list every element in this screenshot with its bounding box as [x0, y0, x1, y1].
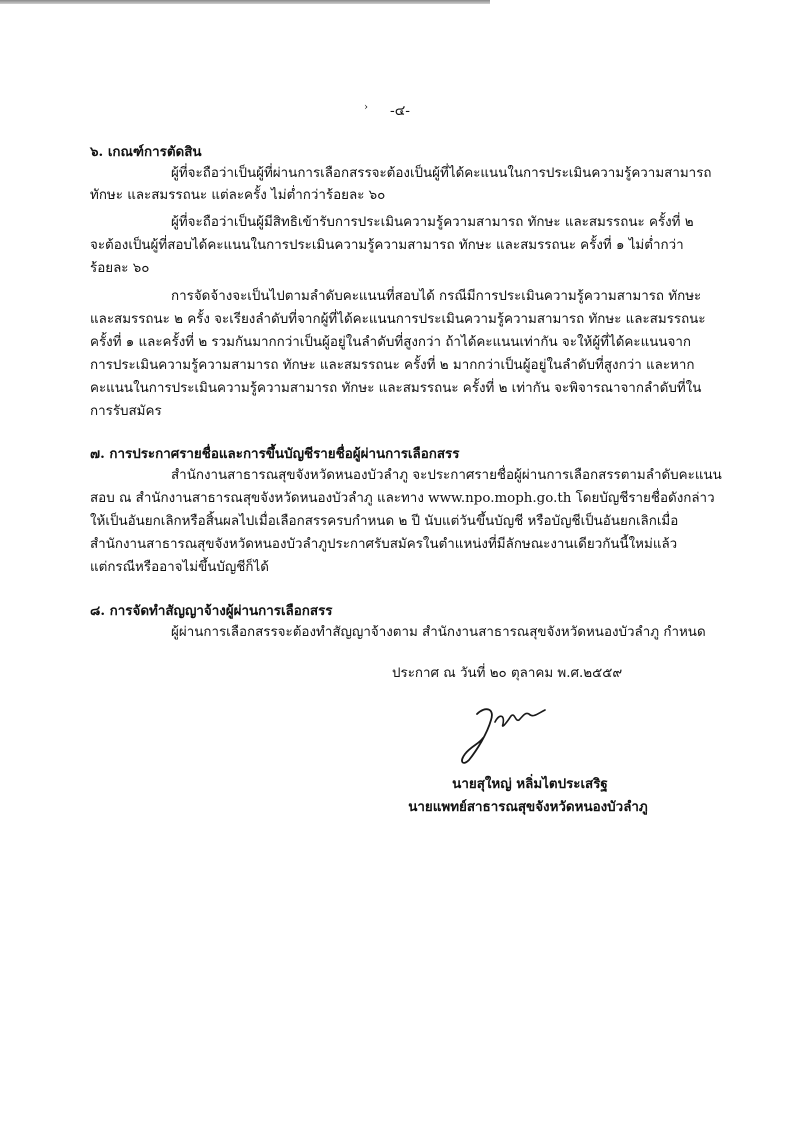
signer-title: นายแพทย์สาธารณสุขจังหวัดหนองบัวลำภู	[408, 799, 648, 815]
section7-heading: ๗. การประกาศรายชื่อและการขึ้นบัญชีรายชื่อผู้ผ่านการเลือกสรร	[90, 446, 460, 462]
page-number	[0, 100, 800, 122]
section6-line: ทักษะ และสมรรถนะ แต่ละครั้ง ไม่ต่ำกว่าร้อยละ ๖๐	[90, 188, 386, 203]
section6-heading: ๖. เกณฑ์การตัดสิน	[90, 144, 202, 160]
section7-line: แต่กรณีหรืออาจไม่ขึ้นบัญชีก็ได้	[90, 560, 269, 575]
announce-date: ประกาศ ณ วันที่ ๒๐ ตุลาคม พ.ศ.๒๕๕๙	[392, 666, 623, 681]
section6-line: และสมรรถนะ ๒ ครั้ง จะเรียงลำดับที่จากผู้ที่ได้คะแนนการประเมินความรู้ความสามารถ ทักษะ และสมรรถนะ	[90, 312, 706, 327]
scan-edge-line	[0, 0, 490, 4]
section6-line: ผู้ที่จะถือว่าเป็นผู้มีสิทธิเข้ารับการประเมินความรู้ความสามารถ ทักษะ และสมรรถนะ ครั้งที่ ๒	[171, 215, 694, 230]
section7-line: สำนักงานสาธารณสุขจังหวัดหนองบัวลำภู จะประกาศรายชื่อผู้ผ่านการเลือกสรรตามลำดับคะแนน	[171, 468, 722, 483]
handwritten-signature	[455, 700, 575, 770]
section8-line: ผู้ผ่านการเลือกสรรจะต้องทำสัญญาจ้างตาม สำนักงานสาธารณสุขจังหวัดหนองบัวลำภู กำหนด	[171, 625, 706, 640]
section8-heading: ๘. การจัดทำสัญญาจ้างผู้ผ่านการเลือกสรร	[90, 603, 333, 619]
section6-line: การประเมินความรู้ความสามารถ ทักษะ และสมรรถนะ ครั้งที่ ๒ มากกว่าเป็นผู้อยู่ในลำดับที่สูงกว่า และหาก	[90, 358, 695, 373]
section6-line: ผู้ที่จะถือว่าเป็นผู้ที่ผ่านการเลือกสรรจะต้องเป็นผู้ที่ได้คะแนนในการประเมินความรู้ความสามารถ	[171, 166, 712, 181]
section6-line: การรับสมัคร	[90, 404, 162, 419]
section7-line: สำนักงานสาธารณสุขจังหวัดหนองบัวลำภูประกาศรับสมัครในตำแหน่งที่มีลักษณะงานเดียวกันนี้ใหม่แล้ว	[90, 537, 678, 552]
page-number-text: -๔-	[389, 103, 411, 119]
section7-line: ให้เป็นอันยกเลิกหรือสิ้นผลไปเมื่อเลือกสรรครบกำหนด ๒ ปี นับแต่วันขึ้นบัญชี หรือบัญชีเป็นอันยกเลิกเมื่อ	[90, 514, 679, 529]
section6-line: การจัดจ้างจะเป็นไปตามลำดับคะแนนที่สอบได้ กรณีมีการประเมินความรู้ความสามารถ ทักษะ	[171, 289, 702, 304]
section6-line: คะแนนในการประเมินความรู้ความสามารถ ทักษะ และสมรรถนะ ครั้งที่ ๒ เท่ากัน จะพิจารณาจากลำดับที่ใน	[90, 381, 702, 396]
stray-mark: ›	[364, 102, 368, 113]
section6-line: ครั้งที่ ๑ และครั้งที่ ๒ รวมกันมากกว่าเป็นผู้อยู่ในลำดับที่สูงกว่า ถ้าได้คะแนนเท่ากัน จะให้ผู้ที่ได้คะแนนจาก	[90, 335, 691, 350]
section6-line: จะต้องเป็นผู้ที่สอบได้คะแนนในการประเมินความรู้ความสามารถ ทักษะ และสมรรถนะ ครั้งที่ ๑ ไม่ต่ำกว่า	[90, 238, 684, 253]
signer-name: นายสุใหญ่ หลิ่มไตประเสริฐ	[452, 776, 608, 792]
section6-line: ร้อยละ ๖๐	[90, 261, 150, 276]
section7-line: สอบ ณ สำนักงานสาธารณสุขจังหวัดหนองบัวลำภู และทาง www.npo.moph.go.th โดยบัญชีรายชื่อดังกล่าว	[90, 491, 715, 506]
